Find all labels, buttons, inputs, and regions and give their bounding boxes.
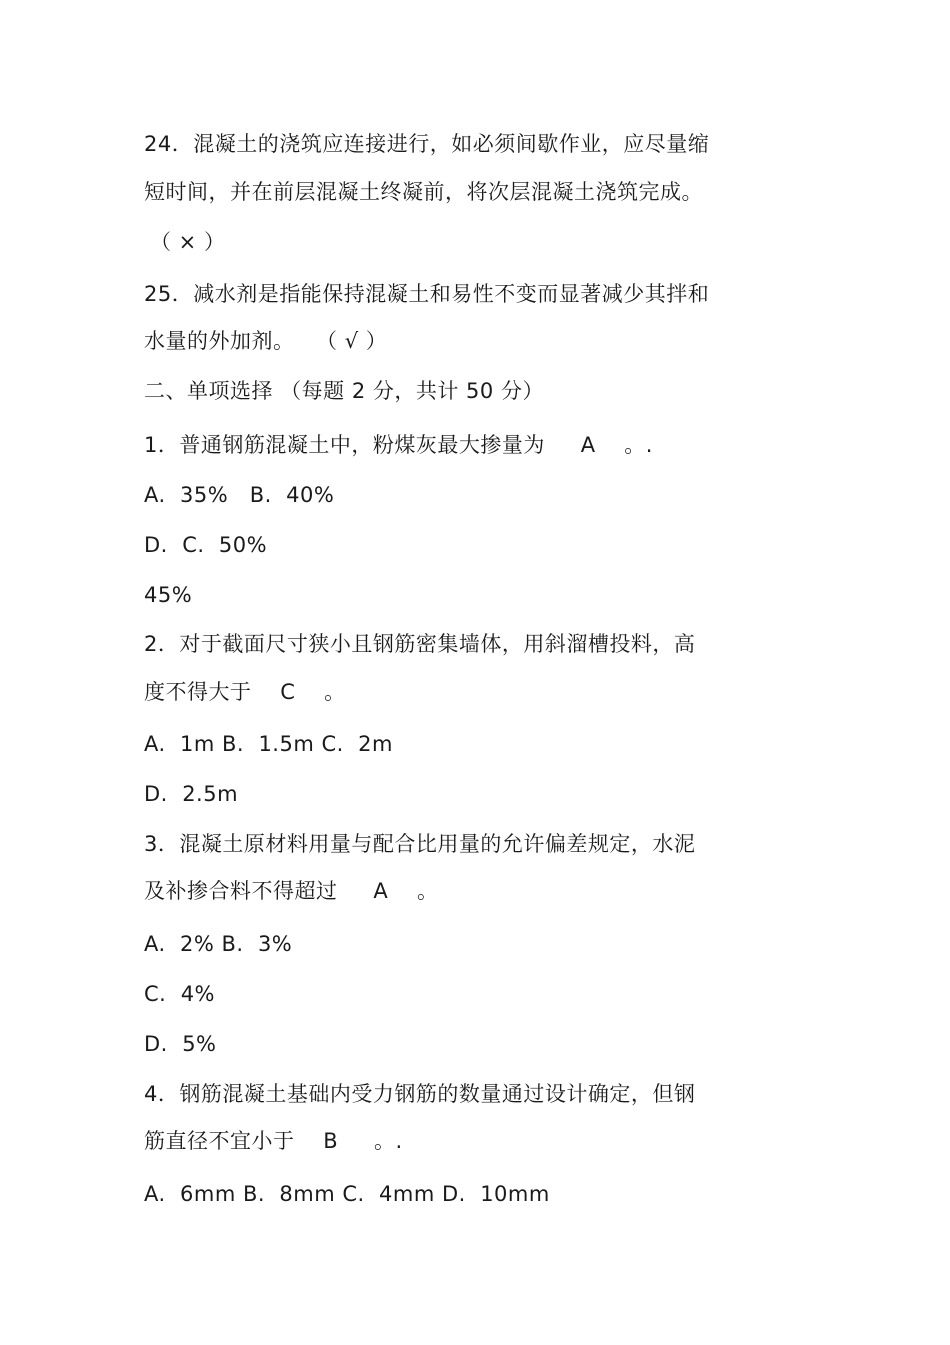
section-heading: 二、单项选择 （每题 2 分，共计 50 分） — [144, 379, 544, 403]
question-4-line-2: 筋直径不宜小于 B 。. — [144, 1129, 403, 1153]
question-24-answer: （ × ） — [150, 230, 226, 254]
question-24-line-2: 短时间，并在前层混凝土终凝前，将次层混凝土浇筑完成。 — [144, 180, 703, 204]
question-2-options-a-c: A. 1m B. 1.5m C. 2m — [144, 732, 393, 756]
question-24-line-1: 24．混凝土的浇筑应连接进行，如必须间歇作业，应尽量缩 — [144, 132, 710, 156]
question-3-options-a-b: A. 2% B. 3% — [144, 932, 293, 956]
question-3-line-2: 及补掺合料不得超过 A 。 — [144, 879, 439, 903]
question-4-line-1: 4．钢筋混凝土基础内受力钢筋的数量通过设计确定，但钢 — [144, 1082, 696, 1106]
question-1-stem: 1．普通钢筋混凝土中，粉煤灰最大掺量为 A 。. — [144, 433, 653, 457]
question-25-line-1: 25．减水剂是指能保持混凝土和易性不变而显著减少其拌和 — [144, 282, 710, 306]
question-2-option-d: D. 2.5m — [144, 782, 239, 806]
question-25-line-2: 水量的外加剂。 （ √ ） — [144, 329, 388, 353]
question-2-line-2: 度不得大于 C 。 — [144, 680, 346, 704]
question-3-option-d: D. 5% — [144, 1032, 217, 1056]
question-3-option-c: C. 4% — [144, 982, 216, 1006]
question-2-line-1: 2．对于截面尺寸狭小且钢筋密集墙体，用斜溜槽投料，高 — [144, 632, 696, 656]
question-1-options-a-b: A. 35% B. 40% — [144, 483, 335, 507]
question-3-line-1: 3．混凝土原材料用量与配合比用量的允许偏差规定，水泥 — [144, 832, 696, 856]
question-1-option-extra: 45% — [144, 583, 193, 607]
question-4-options: A. 6mm B. 8mm C. 4mm D. 10mm — [144, 1182, 550, 1206]
question-1-options-d-c: D. C. 50% — [144, 533, 268, 557]
